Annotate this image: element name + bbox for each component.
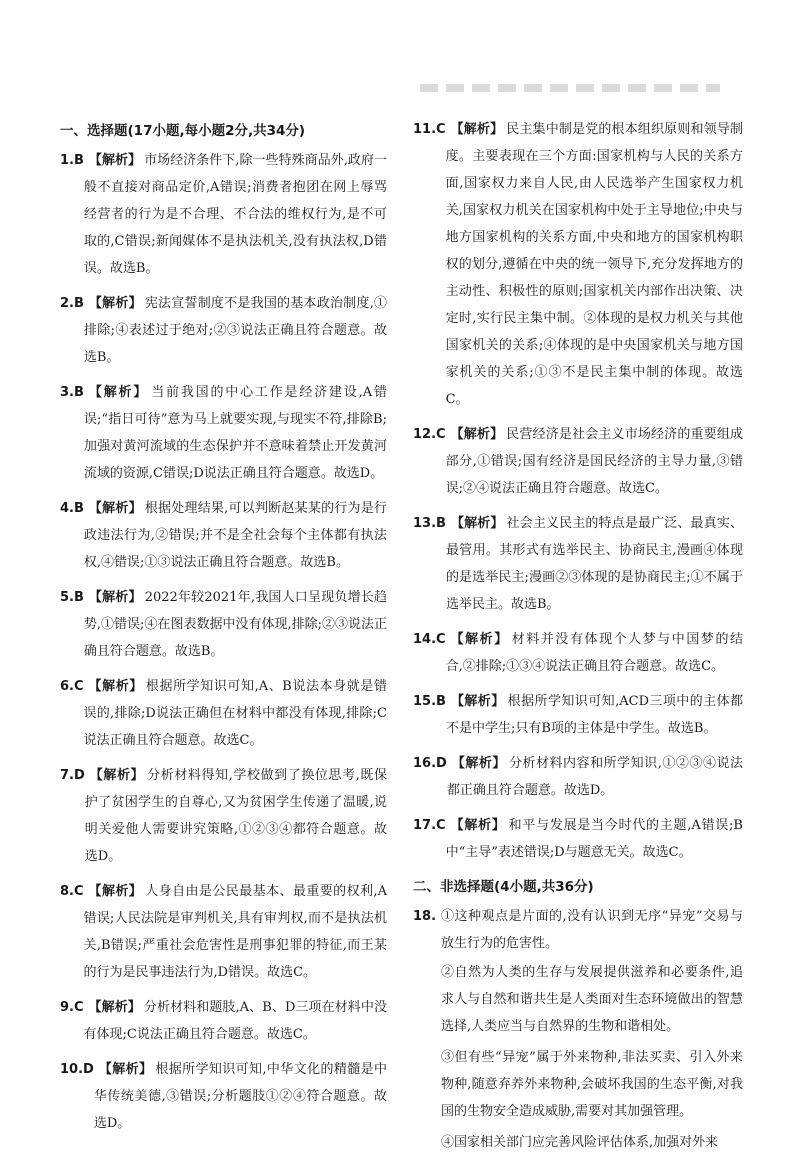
answer-item: [60, 878, 387, 986]
answer-number: 4.B: [60, 501, 84, 516]
answer-text: 根据处理结果,可以判断赵某某的行为是行政违法行为,②错误;并不是全社会每个主体都有执法权,④错误;①③说法正确且符合题意。故选B。: [83, 501, 387, 570]
answer-number: 11.C: [413, 122, 446, 137]
answer-body: [446, 116, 743, 413]
answer-number: 15.B: [413, 694, 446, 709]
answer-text: 材料并没有体现个人梦与中国梦的结合,②排除;①③④说法正确且符合题意。故选C。: [445, 632, 743, 674]
analysis-tag: 【解析】: [88, 884, 143, 899]
answer-text: 社会主义民主的特点是最广泛、最真实、最管用。其形式有选举民主、协商民主,漫画④体现的是选举民主;漫画②③体现的是协商民主;①不属于选举民主。故选B。: [445, 516, 743, 612]
analysis-tag: 【解析】: [450, 694, 505, 709]
answer-item: [60, 290, 387, 371]
analysis-tag: 【解析】: [450, 818, 506, 833]
answer-body: [85, 762, 387, 870]
answer-text: 市场经济条件下,除一些特殊商品外,政府一般不直接对商品定价,A错误;消费者抱团在网上辱骂经营者的行为是不合理、不合法的维权行为,是不可取的,C错误;新闻媒体不是执法机关,没有执法权,D错误。故选B。: [83, 153, 387, 276]
answer-body: [84, 584, 387, 665]
analysis-tag: 【解析】: [450, 516, 504, 531]
q18-point: ②自然为人类的生存与发展提供滋养和必要条件,追求人与自然和谐共生是人类面对生态环境做出的智慧选择,人类应当与自然界的生物和谐相处。: [441, 965, 743, 1034]
right-column: [413, 116, 743, 1160]
answer-number: 9.C: [60, 1000, 84, 1015]
answer-body: [84, 290, 387, 371]
answer-body: [446, 626, 743, 680]
answer-number: 2.B: [60, 296, 84, 311]
answer-text: 和平与发展是当今时代的主题,A错误;B中“主导”表述错误;D与题意无关。故选C。: [445, 818, 743, 860]
answer-text: 分析材料和题肢,A、B、D三项在材料中没有体现;C说法正确且符合题意。故选C。: [83, 1000, 387, 1042]
answer-number: 14.C: [413, 632, 446, 647]
analysis-tag: 【解析】: [98, 1062, 153, 1077]
answer-number: 18.: [413, 909, 437, 924]
analysis-tag: 【解析】: [451, 756, 506, 771]
answer-number: 5.B: [60, 590, 84, 605]
answer-number: 7.D: [60, 768, 85, 783]
answer-text: 根据所学知识可知,中华文化的精髓是中华传统美德,③错误;分析题肢①②④符合题意。故选D。: [93, 1062, 387, 1131]
answer-body: [446, 688, 743, 742]
answer-item: [413, 750, 743, 804]
answer-text: 宪法宣誓制度不是我国的基本政治制度,①排除;④表述过于绝对;②③说法正确且符合题意。故选B。: [83, 296, 387, 365]
answer-item: [60, 495, 387, 576]
q18-point: ③但有些“异宠”属于外来物种,非法买卖、引入外来物种,随意弃养外来物种,会破坏我国的生态平衡,对我国的生物安全造成威胁,需要对其加强管理。: [441, 1050, 743, 1119]
answer-number: 12.C: [413, 427, 446, 442]
answer-number: 13.B: [413, 516, 446, 531]
analysis-tag: 【解析】: [450, 427, 504, 442]
answer-body: [446, 510, 743, 618]
answer-body: [94, 1056, 387, 1137]
analysis-tag: 【解析】: [88, 590, 142, 605]
answer-text: 民主集中制是党的根本组织原则和领导制度。主要表现在三个方面:国家机构与人民的关系方面,国家权力来自人民,由人民选举产生国家权力机关,国家权力机关在国家机构中处于主导地位;中央与地方国家机构的关系方面,中央和地方的国家机构职权的划分,遵循在中央的统一领导下,充分发挥地方的主动性、积极性的原则;国家机关内部作出决策、决定时,实行民主集中制。②体现的是权力机关与其他国家机关的关系;④体现的是中央国家机关与地方国家机关的关系;①③不是民主集中制的体现。故选C。: [445, 122, 743, 407]
answer-item: [60, 584, 387, 665]
answer-item: [60, 762, 387, 870]
section-title-choice: 一、选择题(17小题,每小题2分,共34分): [60, 123, 306, 139]
analysis-tag: 【解析】: [88, 153, 142, 168]
analysis-tag: 【解析】: [89, 768, 145, 783]
answer-number: 17.C: [413, 818, 446, 833]
analysis-tag: 【解析】: [450, 122, 504, 137]
question-18: [413, 903, 743, 957]
analysis-tag: 【解析】: [450, 632, 509, 647]
answer-number: 1.B: [60, 153, 84, 168]
answer-text: 分析材料内容和所学知识,①②③④说法都正确且符合题意。故选D。: [446, 756, 743, 798]
answer-text: 2022年较2021年,我国人口呈现负增长趋势,①错误;④在图表数据中没有体现,排除;②③说法正确且符合题意。故选B。: [83, 590, 387, 659]
answer-number: 6.C: [60, 679, 84, 694]
answer-item: [60, 379, 387, 487]
answer-body: [84, 495, 387, 576]
answer-text: 根据所学知识可知,ACD三项中的主体都不是中学生;只有B项的主体是中学生。故选B。: [445, 694, 743, 736]
analysis-tag: 【解析】: [88, 296, 142, 311]
answer-text: 人身自由是公民最基本、最重要的权利,A错误;人民法院是审判机关,具有审判权,而不是执法机关,B错误;严重社会危害性是刑事犯罪的特征,而王某的行为是民事违法行为,D错误。故选C。: [83, 884, 387, 980]
answer-number: 10.D: [60, 1062, 94, 1077]
answer-item: [413, 510, 743, 618]
section-title-non-choice: 二、非选择题(4小题,共36分): [413, 879, 594, 895]
answer-text: 当前我国的中心工作是经济建设,A错误;“指日可待”意为马上就要实现,与现实不符,排除B;加强对黄河流域的生态保护并不意味着禁止开发黄河流域的资源,C错误;D说法正确且符合题意。故选D。: [83, 385, 387, 481]
q18-point: ④国家相关部门应完善风险评估体系,加强对外来: [441, 1135, 719, 1150]
answer-item: [413, 421, 743, 502]
answer-item: [60, 147, 387, 282]
answer-item: [413, 688, 743, 742]
analysis-tag: 【解析】: [88, 1000, 141, 1015]
answer-item: [60, 994, 387, 1048]
analysis-tag: 【解析】: [88, 501, 142, 516]
answer-item: [60, 1056, 387, 1137]
answer-text: 分析材料得知,学校做到了换位思考,既保护了贫困学生的自尊心,又为贫困学生传递了温暖,说明关爱他人需要讲究策略,①②③④都符合题意。故选D。: [84, 768, 387, 864]
analysis-tag: 【解析】: [88, 679, 143, 694]
answer-number: 8.C: [60, 884, 84, 899]
answer-body: [84, 379, 387, 487]
header-rule: [420, 84, 720, 92]
analysis-tag: 【解析】: [88, 385, 149, 400]
answer-body: [84, 994, 387, 1048]
left-column: [60, 116, 387, 1145]
answer-number: 16.D: [413, 756, 447, 771]
q18-point: ①这种观点是片面的,没有认识到无序“异宠”交易与放生行为的危害性。: [441, 909, 743, 951]
answer-text: 根据所学知识可知,A、B说法本身就是错误的,排除;D说法正确但在材料中都没有体现,排除;C说法正确且符合题意。故选C。: [83, 679, 387, 748]
answer-item: [413, 812, 743, 866]
answer-body: [84, 147, 387, 282]
answer-text: 民营经济是社会主义市场经济的重要组成部分,①错误;国有经济是国民经济的主导力量,③错误;②④说法正确且符合题意。故选C。: [445, 427, 743, 496]
answer-number: 3.B: [60, 385, 84, 400]
answer-item: [413, 626, 743, 680]
answer-item: [60, 673, 387, 754]
answer-body: [446, 421, 743, 502]
answer-body: [446, 812, 743, 866]
answer-body: [84, 673, 387, 754]
answer-body: [84, 878, 387, 986]
answer-item: [413, 116, 743, 413]
answer-body: [447, 750, 743, 804]
